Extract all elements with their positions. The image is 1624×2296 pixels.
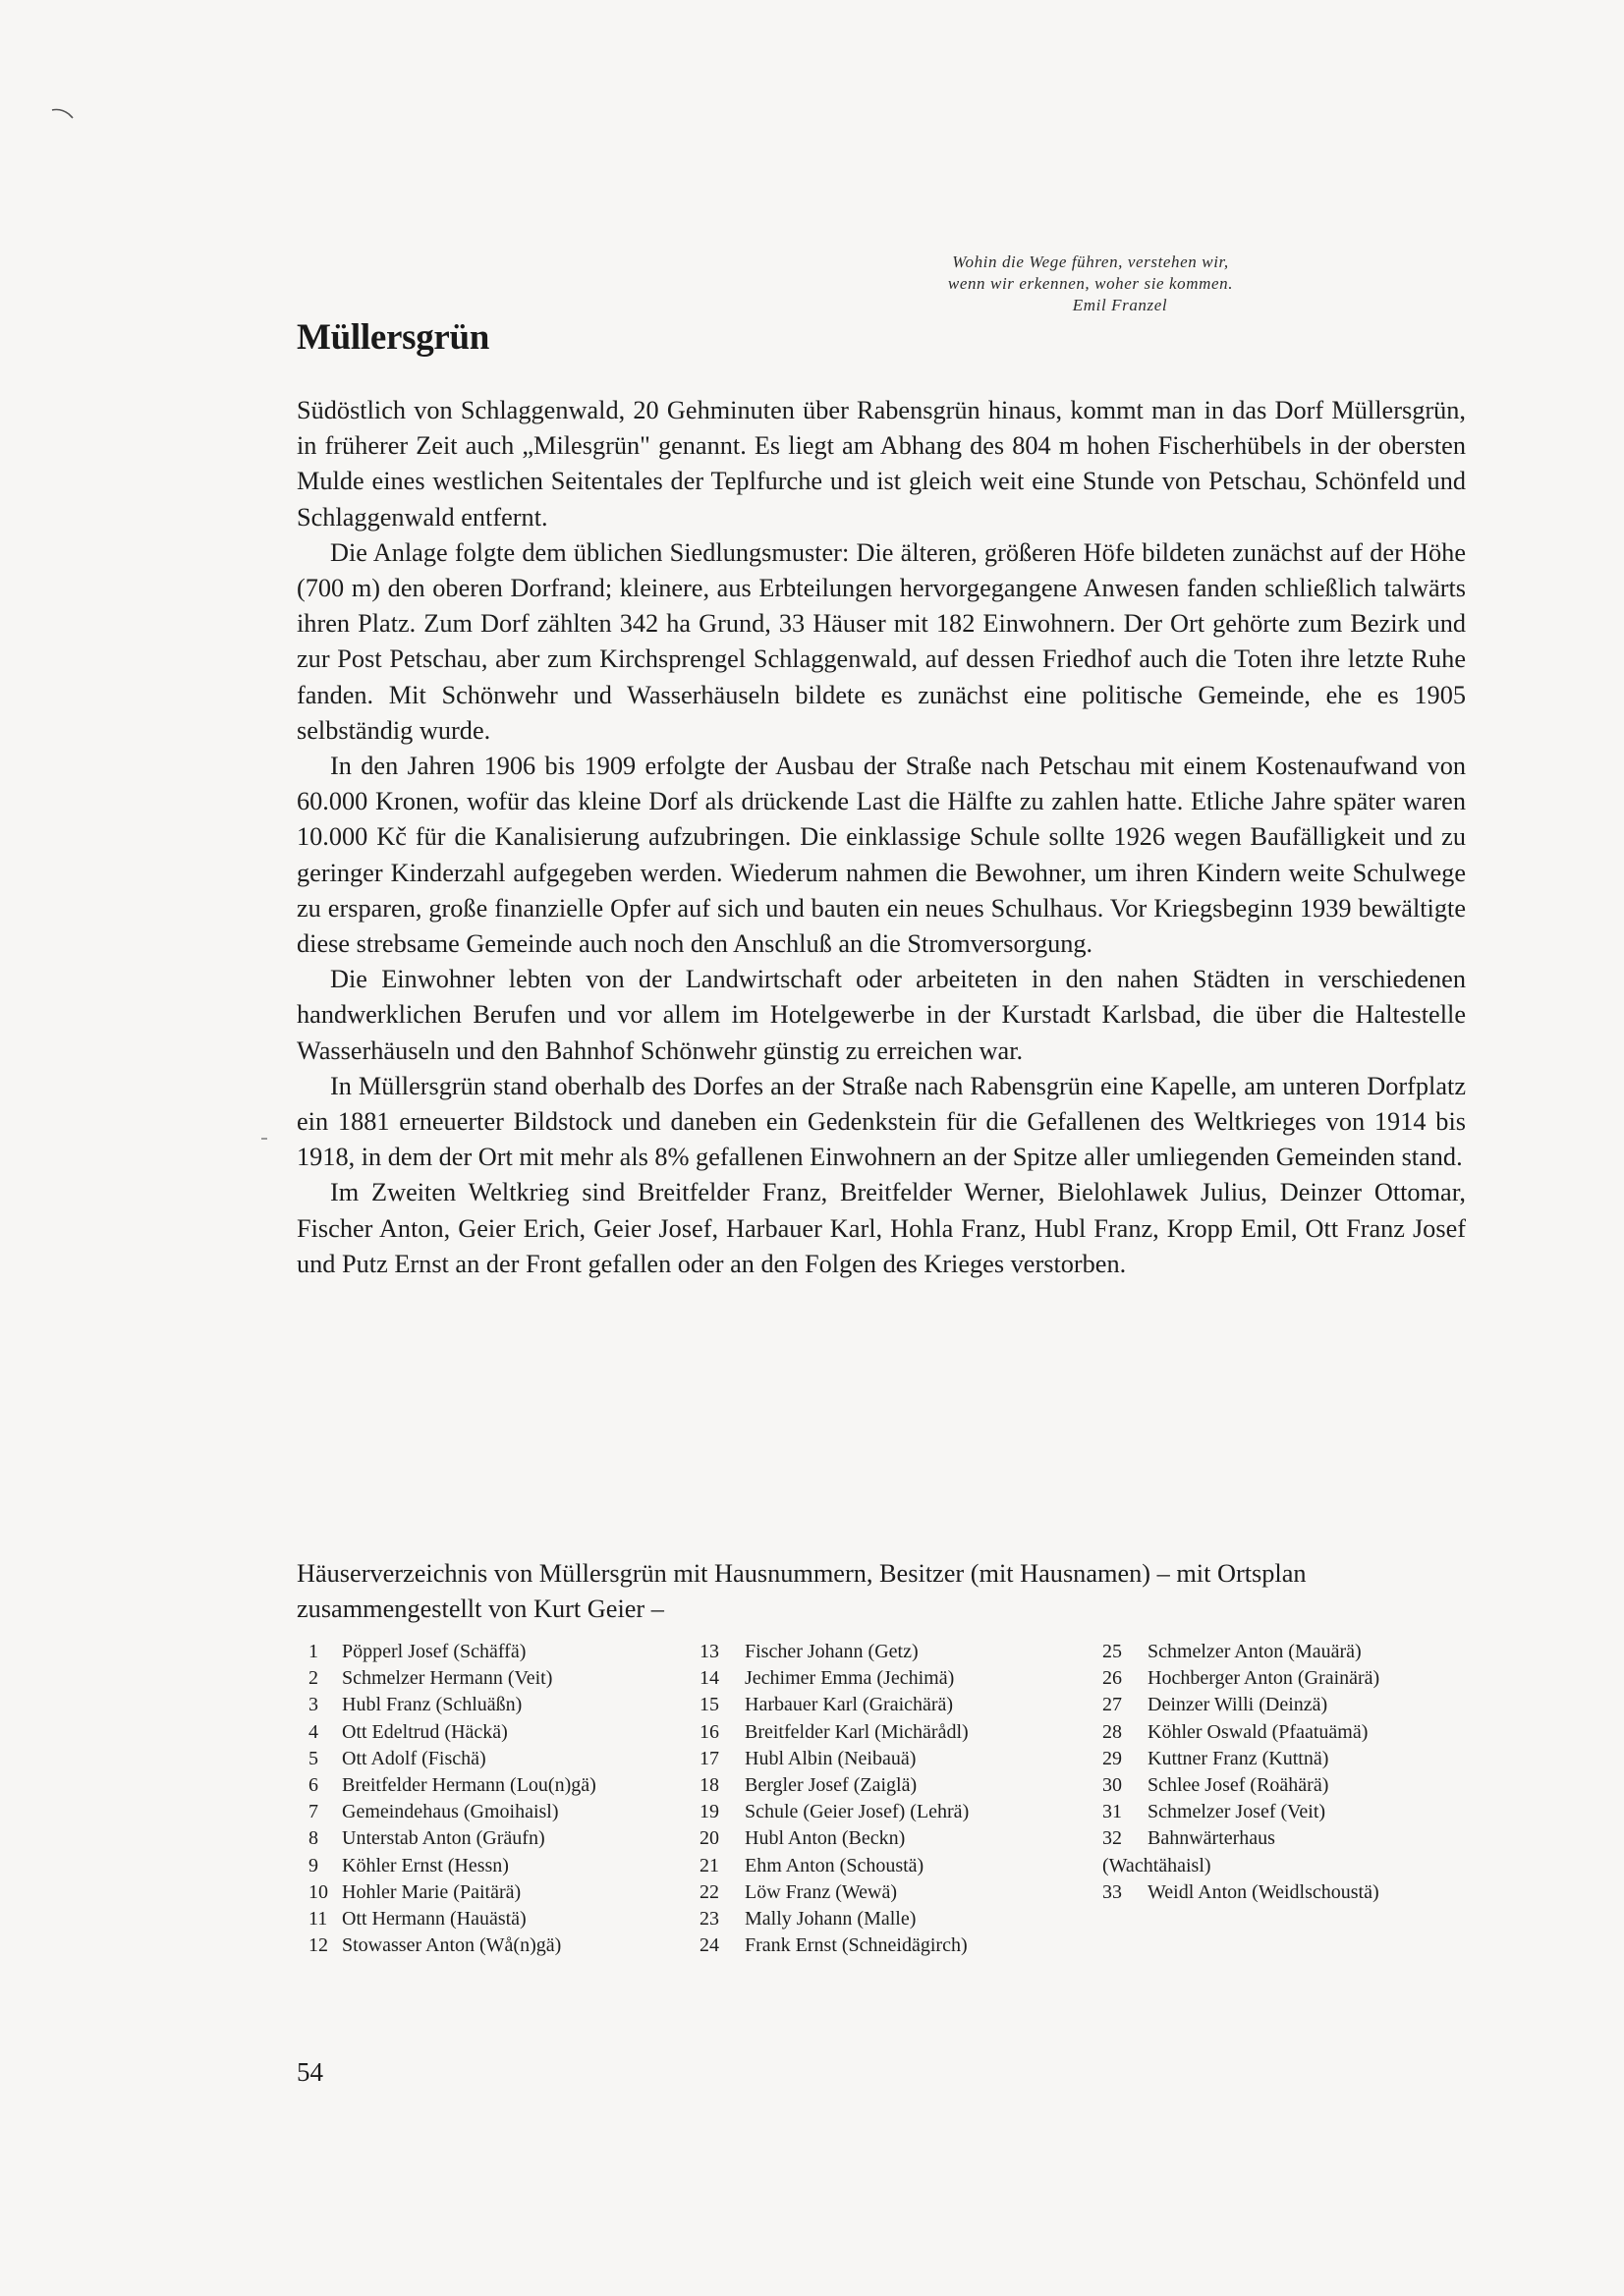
house-number: 2 (308, 1667, 318, 1690)
house-column-3 (1102, 1639, 1495, 1906)
house-owner: Breitfelder Karl (Michärådl) (745, 1720, 969, 1743)
house-owner: Kuttner Franz (Kuttnä) (1148, 1747, 1329, 1769)
house-owner: Bergler Josef (Zaiglä) (745, 1774, 918, 1797)
house-number: 26 (1102, 1667, 1122, 1690)
house-owner: Fischer Johann (Getz) (745, 1641, 919, 1662)
house-entry (1102, 1692, 1495, 1718)
house-owner: Schule (Geier Josef) (Lehrä) (745, 1801, 970, 1823)
house-entry (297, 1772, 690, 1799)
paragraph-5: In Müllersgrün stand oberhalb des Dorfes an der Straße nach Rabensgrün eine Kapelle, am unteren Dorfplatz ein 1881 erneuerter Bildstock und daneben ein Gedenkstein für die Gefallenen des Weltkrieges von 1914 bis 1918, in dem der Ort mit mehr als 8% gefallenen Einwohnern an der Spitze aller umliegenden Gemeinden stand. (297, 1071, 1466, 1172)
paragraph-4: Die Einwohner lebten von der Landwirtschaft oder arbeiteten in den nahen Städten in verschiedenen handwerklichen Berufen und vor allem im Hotelgewerbe in der Kurstadt Karlsbad, die über die Haltestelle Wasserhäuseln und den Bahnhof Schönwehr günstig zu erreichen war. (297, 965, 1466, 1065)
house-entry (1102, 1799, 1495, 1825)
house-owner: Hubl Albin (Neibauä) (745, 1747, 917, 1769)
house-column-1 (297, 1639, 690, 1959)
house-owner: Hohler Marie (Paitärä) (342, 1880, 522, 1903)
house-owner: Deinzer Willi (Deinzä) (1148, 1694, 1328, 1716)
house-entry (297, 1825, 690, 1852)
house-entry (700, 1853, 1102, 1879)
house-number: 7 (308, 1801, 318, 1823)
house-number: 19 (700, 1801, 719, 1823)
house-number: 9 (308, 1854, 318, 1876)
house-owner: Breitfelder Hermann (Lou(n)gä) (342, 1774, 596, 1797)
house-number: 27 (1102, 1694, 1122, 1716)
house-number: 21 (700, 1854, 719, 1876)
house-entry (1102, 1719, 1495, 1746)
house-number: 16 (700, 1720, 719, 1743)
house-owner: Mally Johann (Malle) (745, 1908, 917, 1931)
house-entry (297, 1665, 690, 1692)
house-name-continued: (Wachtähaisl) (1102, 1854, 1211, 1876)
house-number: 22 (700, 1880, 719, 1903)
house-owner: Ott Adolf (Fischä) (342, 1747, 486, 1769)
house-owner: Schmelzer Hermann (Veit) (342, 1667, 553, 1690)
house-entry (1102, 1879, 1495, 1906)
house-number: 12 (308, 1934, 328, 1957)
house-entry (297, 1719, 690, 1746)
house-entry (1102, 1825, 1495, 1878)
paragraph-6: Im Zweiten Weltkrieg sind Breitfelder Franz, Breitfelder Werner, Bielohlawek Julius, Deinzer Ottomar, Fischer Anton, Geier Erich, Geier Josef, Harbauer Karl, Hohla Franz, Hubl Franz, Kropp Emil, Ott Franz Josef und Putz Ernst an der Front gefallen oder an den Folgen des Krieges verstorben. (297, 1178, 1466, 1278)
house-owner: Ott Edeltrud (Häckä) (342, 1720, 508, 1743)
house-entry (700, 1879, 1102, 1906)
house-owner: Jechimer Emma (Jechimä) (745, 1667, 955, 1690)
house-entry (700, 1906, 1102, 1932)
house-number: 10 (308, 1880, 328, 1903)
house-owner: Hubl Franz (Schluäßn) (342, 1694, 523, 1716)
epigraph-line-2: wenn wir erkennen, woher sie kommen. (947, 274, 1234, 293)
house-owner: Schlee Josef (Roähärä) (1148, 1774, 1329, 1797)
house-number: 31 (1102, 1801, 1122, 1823)
house-entry (297, 1906, 690, 1932)
house-number: 4 (308, 1720, 318, 1743)
house-number: 14 (700, 1667, 719, 1690)
epigraph-author: Emil Franzel (1072, 296, 1168, 314)
house-number: 25 (1102, 1641, 1122, 1662)
house-owner: Schmelzer Josef (Veit) (1148, 1801, 1326, 1823)
house-entry (1102, 1665, 1495, 1692)
house-entry (1102, 1639, 1495, 1665)
house-owner: Ehm Anton (Schoustä) (745, 1854, 924, 1876)
paragraph-2: Die Anlage folgte dem üblichen Siedlungsmuster: Die älteren, größeren Höfe bildeten zunächst auf der Höhe (700 m) den oberen Dorfrand; kleinere, aus Erbteilungen hervorgegangene Anwesen fanden schließlich talwärts ihren Platz. Zum Dorf zählten 342 ha Grund, 33 Häuser mit 182 Einwohnern. Der Ort gehörte zum Bezirk und zur Post Petschau, aber zum Kirchsprengel Schlaggenwald, auf dessen Friedhof auch die Toten ihre letzte Ruhe fanden. Mit Schönwehr und Wasserhäuseln bildete es zunächst eine politische Gemeinde, ehe es 1905 selbständig wurde. (297, 537, 1466, 745)
house-owner: Löw Franz (Wewä) (745, 1880, 897, 1903)
house-owner: Köhler Oswald (Pfaatuämä) (1148, 1720, 1369, 1743)
house-entry (1102, 1772, 1495, 1799)
house-owner: Stowasser Anton (Wå(n)gä) (342, 1934, 562, 1957)
paragraph-3: In den Jahren 1906 bis 1909 erfolgte der Ausbau der Straße nach Petschau mit einem Kostenaufwand von 60.000 Kronen, wofür das kleine Dorf als drückende Last die Hälfte zu zahlen hatte. Etliche Jahre später waren 10.000 Kč für die Kanalisierung aufzubringen. Die einklassige Schule sollte 1926 wegen Baufälligkeit und zu geringer Kinderzahl aufgegeben werden. Wiederum nahmen die Bewohner, um ihren Kindern weite Schulwege zu ersparen, große finanzielle Opfer auf sich und bauten ein neues Schulhaus. Vor Kriegsbeginn 1939 bewältigte diese strebsame Gemeinde auch noch den Anschluß an die Stromversorgung. (297, 752, 1466, 959)
house-number: 13 (700, 1641, 719, 1662)
house-owner: Bahnwärterhaus (1148, 1827, 1275, 1850)
paragraph-1: Südöstlich von Schlaggenwald, 20 Gehminuten über Rabensgrün hinaus, kommt man in das Dorf Müllersgrün, in früherer Zeit auch „Milesgrün" genannt. Es liegt am Abhang des 804 m hohen Fischerhübels in der obersten Mulde eines westlichen Seitentales der Teplfurche und ist gleich weit eine Stunde von Petschau, Schönfeld und Schlaggenwald entfernt. (297, 396, 1466, 532)
house-entry (700, 1772, 1102, 1799)
house-owner: Frank Ernst (Schneidägirch) (745, 1934, 968, 1957)
house-entry (297, 1639, 690, 1665)
house-entry (700, 1746, 1102, 1772)
house-number: 18 (700, 1774, 719, 1797)
house-owner: Hochberger Anton (Grainärä) (1148, 1667, 1380, 1690)
epigraph (874, 252, 1307, 316)
house-number: 23 (700, 1908, 719, 1931)
house-column-2 (700, 1639, 1102, 1959)
house-entry (700, 1639, 1102, 1665)
house-entry (700, 1825, 1102, 1852)
body-text (297, 393, 1466, 1282)
house-entry (1102, 1746, 1495, 1772)
page-number: 54 (297, 2057, 323, 2087)
house-number: 29 (1102, 1747, 1122, 1769)
house-number: 6 (308, 1774, 318, 1797)
house-number: 24 (700, 1934, 719, 1957)
house-number: 17 (700, 1747, 719, 1769)
house-owner: Ott Hermann (Hauästä) (342, 1908, 527, 1931)
house-entry (700, 1719, 1102, 1746)
house-number: 3 (308, 1694, 318, 1716)
house-entry (297, 1692, 690, 1718)
house-entry (297, 1879, 690, 1906)
house-owner: Harbauer Karl (Graichärä) (745, 1694, 954, 1716)
house-owner: Köhler Ernst (Hessn) (342, 1854, 509, 1876)
house-entry (700, 1692, 1102, 1718)
margin-pen-mark (51, 106, 75, 120)
house-entry (700, 1665, 1102, 1692)
house-owner: Weidl Anton (Weidlschoustä) (1148, 1880, 1379, 1903)
house-number: 5 (308, 1747, 318, 1769)
house-number: 11 (308, 1908, 328, 1931)
margin-tick-mark (261, 1138, 267, 1140)
house-entry (297, 1799, 690, 1825)
house-entry (700, 1932, 1102, 1959)
house-number: 15 (700, 1694, 719, 1716)
house-number: 8 (308, 1827, 318, 1850)
house-owner: Unterstab Anton (Gräufn) (342, 1827, 545, 1850)
house-number: 33 (1102, 1880, 1122, 1903)
house-owner: Schmelzer Anton (Mauärä) (1148, 1641, 1362, 1662)
chapter-title: Müllersgrün (297, 317, 490, 358)
house-entry (297, 1746, 690, 1772)
house-number: 20 (700, 1827, 719, 1850)
house-owner: Hubl Anton (Beckn) (745, 1827, 906, 1850)
house-list-intro: Häuserverzeichnis von Müllersgrün mit Hausnummern, Besitzer (mit Hausnamen) – mit Ortsplan zusammengestellt von Kurt Geier – (297, 1559, 1307, 1624)
house-number: 1 (308, 1641, 318, 1662)
house-number: 30 (1102, 1774, 1122, 1797)
house-number: 28 (1102, 1720, 1122, 1743)
house-number: 32 (1102, 1827, 1122, 1850)
house-entry (700, 1799, 1102, 1825)
house-entry (297, 1932, 690, 1959)
house-owner: Pöpperl Josef (Schäffä) (342, 1641, 527, 1662)
house-owner: Gemeindehaus (Gmoihaisl) (342, 1801, 559, 1823)
epigraph-line-1: Wohin die Wege führen, verstehen wir, (952, 252, 1229, 271)
house-entry (297, 1853, 690, 1879)
